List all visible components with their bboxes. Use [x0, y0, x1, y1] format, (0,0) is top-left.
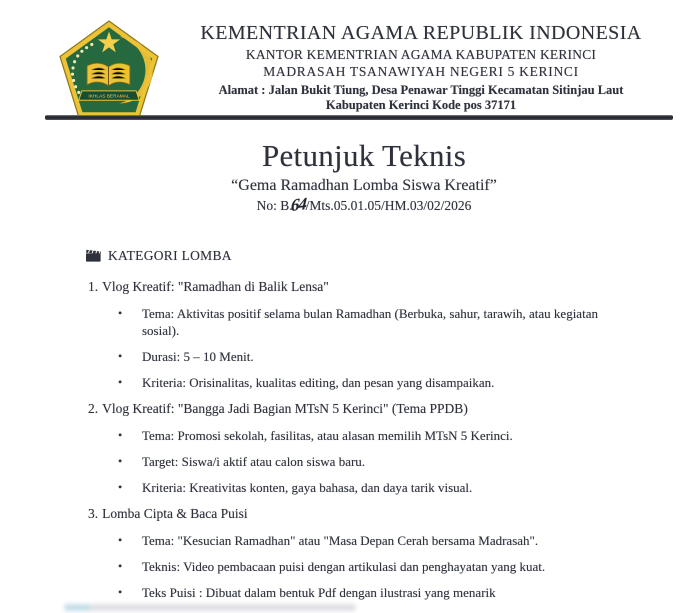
- category-item: [0, 400, 700, 496]
- letterhead-text: [152, 21, 690, 113]
- bullet-dot: •: [118, 480, 123, 494]
- bullet-list: [0, 305, 700, 391]
- bullet-text: Tema: "Kesucian Ramadhan" atau "Masa Depan Cerah bersama Madrasah".: [142, 533, 539, 548]
- bullet-text: Kriteria: Orisinalitas, kualitas editing, dan pesan yang disampaikan.: [142, 375, 495, 390]
- office-name: KANTOR KEMENTRIAN AGAMA KABUPATEN KERINCI: [245, 47, 597, 62]
- handwritten-number: 64: [290, 193, 307, 216]
- category-title: [88, 278, 670, 295]
- bullet-list: [0, 532, 700, 601]
- ministry-name: KEMENTRIAN AGAMA REPUBLIK INDONESIA: [200, 22, 642, 44]
- bullet-text: Durasi: 5 – 10 Menit.: [142, 349, 254, 364]
- category-number: 3.: [88, 506, 99, 521]
- document-body: [0, 240, 700, 610]
- logo-banner-text: IKHLAS BERAMAL: [88, 94, 130, 100]
- category-number: 1.: [88, 279, 99, 294]
- bullet-dot: •: [118, 533, 123, 547]
- bullet-dot: •: [118, 428, 123, 442]
- school-name: MADRASAH TSANAWIYAH NEGERI 5 KERINCI: [263, 64, 579, 79]
- category-title-text: Vlog Kreatif: "Ramadhan di Balik Lensa": [102, 279, 329, 294]
- category-title: [88, 505, 670, 522]
- number-prefix: No: B.: [256, 198, 293, 213]
- address-line-2: Kabupaten Kerinci Kode pos 37171: [325, 98, 517, 112]
- category-number: 2.: [88, 401, 99, 416]
- bullet-text: Target: Siswa/i aktif atau calon siswa baru.: [142, 454, 366, 469]
- document-title: Petunjuk Teknis: [261, 138, 467, 173]
- bullet-list: [0, 427, 700, 496]
- section-heading: [86, 248, 700, 264]
- bullet-dot: •: [118, 454, 123, 468]
- address-line-1: Alamat : Jalan Bukit Tiung, Desa Penawar Tinggi Kecamatan Sitinjau Laut: [218, 83, 624, 97]
- bullet-dot: •: [118, 306, 123, 320]
- kemenag-logo: [56, 20, 162, 118]
- bullet-item: [118, 305, 700, 339]
- bullet-text: Teks Puisi : Dibuat dalam bentuk Pdf dengan ilustrasi yang menarik: [142, 585, 496, 600]
- kemenag-logo-icon: [56, 20, 162, 118]
- bullet-text: Tema: Promosi sekolah, fasilitas, atau alasan memilih MTsN 5 Kerinci.: [142, 428, 513, 443]
- category-title-text: Vlog Kreatif: "Bangga Jadi Bagian MTsN 5 Kerinci" (Tema PPDB): [102, 401, 468, 416]
- bullet-dot: •: [118, 585, 123, 599]
- category-title-text: Lomba Cipta & Baca Puisi: [102, 506, 248, 521]
- title-block: [14, 138, 700, 214]
- bullet-dot: •: [118, 375, 123, 389]
- clapperboard-icon: [86, 249, 102, 262]
- category-list: [0, 278, 700, 601]
- bullet-item: [118, 558, 700, 575]
- bullet-text: Kriteria: Kreativitas konten, gaya bahasa, dan daya tarik visual.: [142, 480, 473, 495]
- category-title: [88, 400, 670, 417]
- category-item: [0, 505, 700, 601]
- bullet-dot: •: [118, 559, 123, 573]
- bullet-item: [118, 427, 700, 444]
- document-number: [14, 193, 700, 216]
- number-suffix: /Mts.05.01.05/HM.03/02/2026: [305, 198, 472, 213]
- bullet-item: [118, 479, 700, 496]
- bullet-item: [118, 453, 700, 470]
- bullet-text: Teknis: Video pembacaan puisi dengan artikulasi dan penghayatan yang kuat.: [142, 559, 546, 574]
- bullet-item: [118, 374, 700, 391]
- bullet-text: Tema: Aktivitas positif selama bulan Ramadhan (Berbuka, sahur, tarawih, atau kegiatan sosial).: [142, 306, 598, 338]
- section-heading-label: KATEGORI LOMBA: [108, 248, 232, 263]
- bullet-item: [118, 532, 700, 549]
- document-subtitle: “Gema Ramadhan Lomba Siswa Kreatif”: [231, 177, 497, 194]
- bullet-dot: •: [118, 349, 123, 363]
- category-item: [0, 278, 700, 391]
- bullet-item: [118, 348, 700, 365]
- letterhead: [0, 0, 700, 115]
- next-line-cutoff: [64, 604, 356, 611]
- bullet-item: [118, 584, 700, 601]
- letterhead-divider: [45, 115, 673, 120]
